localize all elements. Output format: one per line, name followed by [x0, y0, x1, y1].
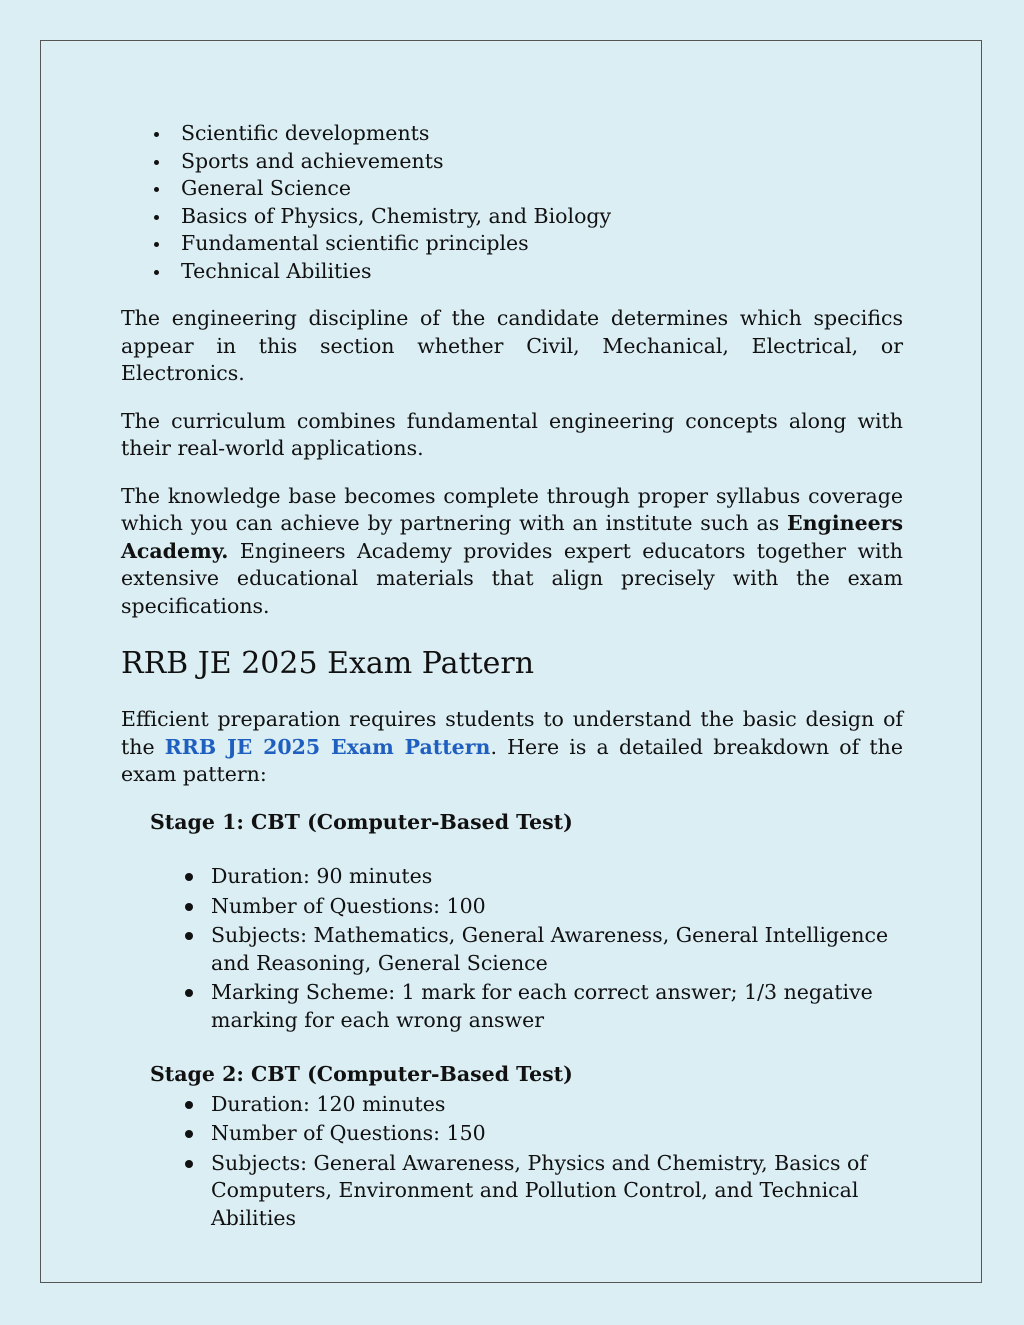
list-item-text: Number of Questions: 150	[211, 1121, 486, 1145]
knowledge-paragraph	[121, 483, 903, 621]
stage1-heading: Stage 1: CBT (Computer-Based Test)	[150, 809, 573, 834]
list-item-text: Duration: 120 minutes	[211, 1091, 446, 1116]
list-item	[150, 863, 903, 891]
document-content	[121, 120, 903, 1234]
pattern-intro-paragraph	[121, 706, 903, 789]
list-item	[150, 1091, 903, 1119]
list-item-text: Duration: 90 minutes	[211, 864, 433, 888]
list-item: Basics of Physics, Chemistry, and Biology	[121, 203, 903, 231]
stage2-heading: Stage 2: CBT (Computer-Based Test)	[150, 1062, 573, 1086]
list-item: General Science	[121, 175, 903, 203]
stage1-list	[150, 863, 903, 1034]
exam-pattern-link[interactable]: RRB JE 2025 Exam Pattern	[164, 734, 491, 759]
list-item	[150, 922, 903, 977]
list-item-text: Number of Questions: 100	[211, 893, 486, 918]
list-item	[150, 893, 903, 921]
list-item-text: Marking Scheme: 1 mark for each correct answer; 1/3 negative marking for each wrong answer	[211, 980, 873, 1032]
list-item-text: Subjects: Mathematics, General Awareness, General Intelligence and Reasoning, General Science	[211, 923, 889, 975]
list-item: Technical Abilities	[121, 258, 903, 286]
list-item: Sports and achievements	[121, 148, 903, 176]
intro-text-start: Efficient preparation requires students to understand the basic design of the	[121, 707, 903, 759]
list-item	[150, 979, 903, 1034]
stage2-list	[150, 1091, 903, 1233]
list-item: Fundamental scientific principles	[121, 230, 903, 258]
knowledge-text-end: Engineers Academy provides expert educators together with extensive educational materials that align precisely with the exam specifications.	[121, 538, 903, 618]
discipline-paragraph: The engineering discipline of the candidate determines which specifics appear in this section whether Civil, Mechanical, Electrical, or Electronics.	[121, 306, 903, 385]
engineers-academy-name: Engineers Academy.	[121, 511, 903, 563]
list-item-text: Subjects: General Awareness, Physics and Chemistry, Basics of Computers, Environment and Pollution Control, and Technical Abilities	[211, 1150, 867, 1230]
knowledge-text-start: The knowledge base becomes complete through proper syllabus coverage which you can achieve by partnering with an institute such as	[121, 483, 903, 535]
list-item: Scientific developments	[121, 120, 903, 148]
section-heading: RRB JE 2025 Exam Pattern	[121, 646, 535, 681]
topic-bullet-list	[121, 120, 903, 285]
list-item	[150, 1150, 903, 1233]
list-item	[150, 1120, 903, 1148]
curriculum-paragraph: The curriculum combines fundamental engineering concepts along with their real-world applications.	[121, 408, 903, 460]
intro-text-end: . Here is a detailed breakdown of the exam pattern:	[121, 734, 903, 786]
